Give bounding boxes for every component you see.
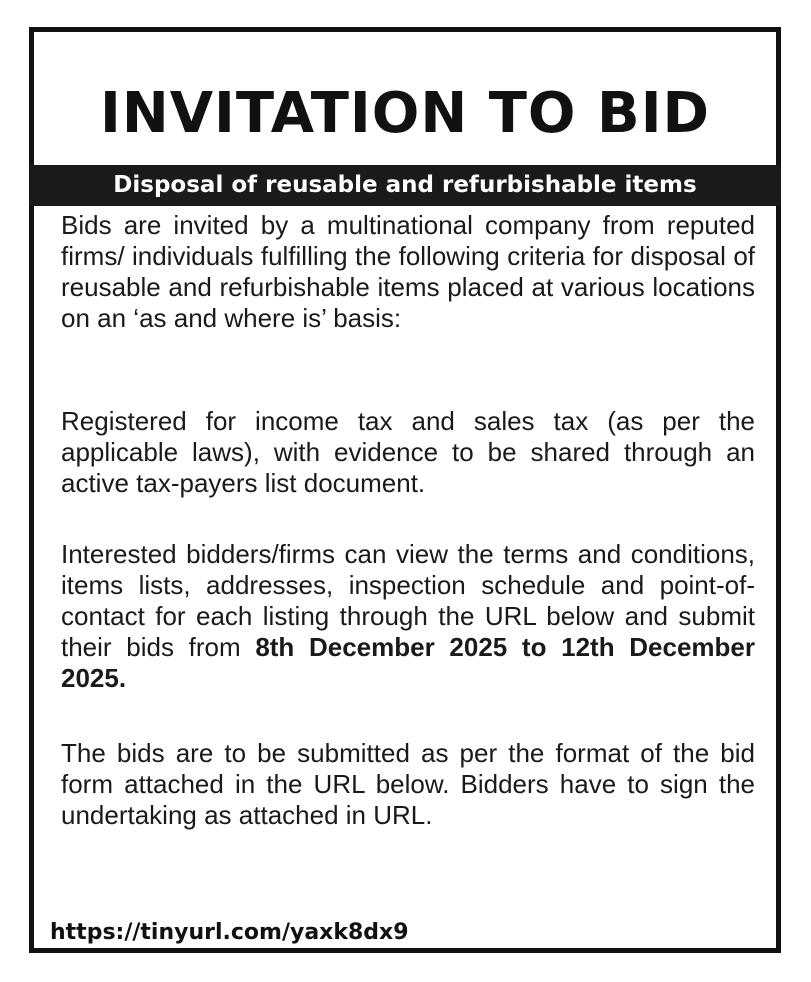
notice-subtitle: Disposal of reusable and refurbishable items (29, 165, 781, 206)
notice-frame (29, 27, 781, 953)
bid-dates: 8th December 2025 to 12th December 2025. (61, 632, 755, 693)
bid-window-text: Interested bidders/firms can view the terms and conditions, items lists, addresses, inspection schedule and point-of-contact for each listing through the URL below and submit their bids from (61, 539, 755, 662)
notice-title: INVITATION TO BID (99, 81, 711, 146)
tender-url-link[interactable]: https://tinyurl.com/yaxk8dx9 (50, 920, 409, 945)
paragraph-invitation: Bids are invited by a multinational company from reputed firms/ individuals fulfilling the following criteria for disposal of reusable and refurbishable items placed at various locations on an ‘as and where is’ basis: (61, 210, 755, 333)
paragraph-submission: The bids are to be submitted as per the format of the bid form attached in the URL below. Bidders have to sign the undertaking as attached in URL. (61, 738, 755, 830)
paragraph-tax-criteria: Registered for income tax and sales tax (as per the applicable laws), with evidence to be shared through an active tax-payers list document. (61, 406, 755, 498)
paragraph-bid-window (61, 539, 755, 694)
